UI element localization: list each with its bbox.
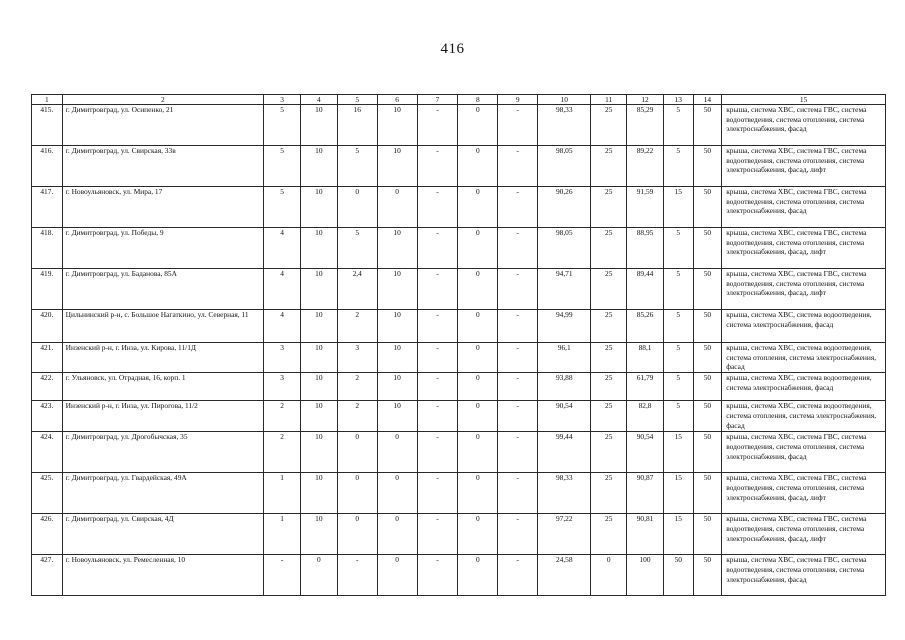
address-cell: г. Димитровград, ул. Победы, 9 [62,228,263,269]
value-cell: 10 [300,343,337,373]
value-cell: 0 [300,555,337,596]
value-cell: 5 [663,343,693,373]
value-cell: 50 [693,514,722,555]
table-row [32,228,886,269]
value-cell: 0 [458,343,498,373]
value-cell: 0 [458,373,498,401]
table-row [32,432,886,473]
value-cell: 5 [663,146,693,187]
value-cell: 3 [264,343,301,373]
value-cell: 10 [300,373,337,401]
value-cell: 24,58 [538,555,591,596]
value-cell: - [498,146,538,187]
value-cell: 0 [591,555,627,596]
value-cell: 10 [377,343,417,373]
value-cell: 97,22 [538,514,591,555]
value-cell: 98,05 [538,228,591,269]
value-cell: 0 [458,310,498,343]
value-cell: 50 [693,555,722,596]
value-cell: 0 [377,473,417,514]
value-cell: 50 [693,432,722,473]
works-cell: крыша, система ХВС, система ГВС, система водоотведения, система отопления, система электроснабжения, фасад, лифт [722,146,886,187]
value-cell: - [417,473,458,514]
value-cell: 88,1 [627,343,664,373]
value-cell: 50 [693,146,722,187]
value-cell: 5 [663,269,693,310]
value-cell: 25 [591,228,627,269]
column-header-5: 5 [337,95,377,105]
value-cell: 10 [300,401,337,432]
value-cell: 50 [693,187,722,228]
row-number: 416. [32,146,63,187]
value-cell: 94,71 [538,269,591,310]
value-cell: 15 [663,473,693,514]
address-cell: г. Димитровград, ул. Баданова, 85А [62,269,263,310]
works-cell: крыша, система ХВС, система ГВС, система водоотведения, система отопления, система электроснабжения, фасад, лифт [722,269,886,310]
value-cell: 25 [591,473,627,514]
value-cell: 93,88 [538,373,591,401]
works-cell: крыша, система ХВС, система ГВС, система водоотведения, система отопления, система электроснабжения, фасад [722,187,886,228]
value-cell: 2 [264,401,301,432]
value-cell: 10 [377,310,417,343]
value-cell: - [498,228,538,269]
value-cell: 10 [377,146,417,187]
value-cell: 4 [264,228,301,269]
works-cell: крыша, система ХВС, система ГВС, система водоотведения, система отопления, система электроснабжения, фасад, лифт [722,228,886,269]
value-cell: 50 [693,228,722,269]
value-cell: 10 [377,401,417,432]
value-cell: - [498,555,538,596]
value-cell: 25 [591,373,627,401]
value-cell: 15 [663,187,693,228]
value-cell: - [417,187,458,228]
address-cell: Инзенский р-н, г. Инза, ул. Кирова, 11/1Д [62,343,263,373]
address-cell: г. Димитровград, ул. Свирская, 4Д [62,514,263,555]
value-cell: 5 [264,187,301,228]
value-cell: 15 [663,514,693,555]
table-row [32,401,886,432]
value-cell: - [498,373,538,401]
value-cell: - [417,373,458,401]
value-cell: 0 [458,473,498,514]
works-cell: крыша, система ХВС, система ГВС, система водоотведения, система отопления, система электроснабжения, фасад [722,432,886,473]
column-header-6: 6 [377,95,417,105]
value-cell: 0 [458,514,498,555]
works-cell: крыша, система ХВС, система ГВС, система водоотведения, система отопления, система электроснабжения, фасад [722,555,886,596]
value-cell: 96,1 [538,343,591,373]
row-number: 423. [32,401,63,432]
value-cell: 25 [591,105,627,146]
value-cell: 4 [264,310,301,343]
value-cell: 99,44 [538,432,591,473]
row-number: 419. [32,269,63,310]
value-cell: - [498,432,538,473]
value-cell: 10 [300,514,337,555]
value-cell: - [417,228,458,269]
value-cell: - [417,269,458,310]
works-cell: крыша, система ХВС, система ГВС, система водоотведения, система отопления, система электроснабжения, фасад, лифт [722,473,886,514]
column-header-8: 8 [458,95,498,105]
value-cell: 50 [663,555,693,596]
value-cell: 10 [300,269,337,310]
table-row [32,473,886,514]
value-cell: 10 [300,473,337,514]
address-cell: г. Димитровград, ул. Осипенко, 21 [62,105,263,146]
value-cell: 98,05 [538,146,591,187]
value-cell: 0 [458,187,498,228]
value-cell: 10 [300,310,337,343]
column-header-4: 4 [300,95,337,105]
value-cell: 50 [693,473,722,514]
row-number: 421. [32,343,63,373]
value-cell: 10 [300,146,337,187]
value-cell: 0 [458,269,498,310]
page-number: 416 [440,41,465,57]
value-cell: 25 [591,269,627,310]
table-row [32,310,886,343]
value-cell: 10 [300,228,337,269]
value-cell: 10 [300,432,337,473]
value-cell: 0 [458,146,498,187]
value-cell: 50 [693,343,722,373]
value-cell: - [498,514,538,555]
value-cell: - [417,432,458,473]
value-cell: 0 [377,514,417,555]
value-cell: - [417,310,458,343]
value-cell: 4 [264,269,301,310]
column-header-15: 15 [722,95,886,105]
value-cell: 15 [663,432,693,473]
address-cell: Цильнинский р-н, с. Большое Нагаткино, ул. Северная, 11 [62,310,263,343]
address-cell: г. Новоульяновск, ул. Мира, 17 [62,187,263,228]
column-header-1: 1 [32,95,63,105]
value-cell: 50 [693,401,722,432]
value-cell: 1 [264,473,301,514]
value-cell: 5 [337,228,377,269]
column-header-9: 9 [498,95,538,105]
value-cell: 10 [377,269,417,310]
table-header-row [32,95,886,105]
value-cell: 3 [337,343,377,373]
value-cell: 0 [458,401,498,432]
value-cell: - [417,105,458,146]
table-row [32,373,886,401]
table-row [32,555,886,596]
row-number: 417. [32,187,63,228]
value-cell: - [264,555,301,596]
table-row [32,343,886,373]
table-row [32,105,886,146]
row-number: 422. [32,373,63,401]
value-cell: 90,54 [538,401,591,432]
value-cell: 50 [693,373,722,401]
address-cell: г. Димитровград, ул. Гвардейская, 49А [62,473,263,514]
value-cell: 2 [337,310,377,343]
value-cell: - [498,105,538,146]
value-cell: 50 [693,310,722,343]
value-cell: - [337,555,377,596]
value-cell: 0 [377,432,417,473]
value-cell: 0 [337,473,377,514]
value-cell: 1 [264,514,301,555]
row-number: 424. [32,432,63,473]
value-cell: 5 [663,105,693,146]
column-header-11: 11 [591,95,627,105]
value-cell: 0 [337,514,377,555]
value-cell: 5 [663,228,693,269]
value-cell: 2,4 [337,269,377,310]
works-cell: крыша, система ХВС, система водоотведения, система электроснабжения, фасад [722,373,886,401]
column-header-13: 13 [663,95,693,105]
value-cell: 0 [458,228,498,269]
address-cell: г. Димитровград, ул. Дрогобычская, 35 [62,432,263,473]
table-row [32,269,886,310]
row-number: 425. [32,473,63,514]
value-cell: - [498,401,538,432]
row-number: 420. [32,310,63,343]
value-cell: 25 [591,146,627,187]
address-cell: г. Ульяновск, ул. Отрадная, 16, корп. 1 [62,373,263,401]
address-cell: г. Димитровград, ул. Свирская, 33в [62,146,263,187]
table-row [32,514,886,555]
row-number: 426. [32,514,63,555]
works-cell: крыша, система ХВС, система водоотведения, система отопления, система электроснабжения, фасад [722,343,886,373]
value-cell: 10 [377,228,417,269]
value-cell: 2 [337,373,377,401]
value-cell: 0 [458,105,498,146]
row-number: 415. [32,105,63,146]
value-cell: 94,99 [538,310,591,343]
value-cell: 5 [663,373,693,401]
value-cell: 91,59 [627,187,664,228]
value-cell: - [498,269,538,310]
value-cell: 50 [693,105,722,146]
value-cell: 89,44 [627,269,664,310]
table-row [32,187,886,228]
value-cell: 16 [337,105,377,146]
value-cell: 85,29 [627,105,664,146]
value-cell: 0 [458,432,498,473]
value-cell: 0 [337,432,377,473]
value-cell: 61,79 [627,373,664,401]
value-cell: 0 [337,187,377,228]
value-cell: 98,33 [538,473,591,514]
value-cell: 0 [377,187,417,228]
value-cell: 90,26 [538,187,591,228]
works-cell: крыша, система ХВС, система ГВС, система водоотведения, система отопления, система электроснабжения, фасад, лифт [722,514,886,555]
value-cell: 89,22 [627,146,664,187]
value-cell: 2 [337,401,377,432]
value-cell: 10 [377,105,417,146]
value-cell: - [417,146,458,187]
value-cell: 5 [663,310,693,343]
value-cell: 25 [591,310,627,343]
row-number: 427. [32,555,63,596]
address-cell: г. Новоульяновск, ул. Ремесленная, 10 [62,555,263,596]
column-header-7: 7 [417,95,458,105]
value-cell: - [498,310,538,343]
value-cell: - [498,187,538,228]
value-cell: 5 [663,401,693,432]
row-number: 418. [32,228,63,269]
value-cell: 50 [693,269,722,310]
value-cell: 85,26 [627,310,664,343]
value-cell: - [417,343,458,373]
value-cell: 2 [264,432,301,473]
value-cell: 10 [377,373,417,401]
column-header-2: 2 [62,95,263,105]
value-cell: 5 [337,146,377,187]
housing-table [31,94,886,596]
value-cell: 5 [264,146,301,187]
value-cell: 82,8 [627,401,664,432]
value-cell: 25 [591,343,627,373]
works-cell: крыша, система ХВС, система водоотведения, система электроснабжения, фасад [722,310,886,343]
table-row [32,146,886,187]
value-cell: - [498,473,538,514]
column-header-12: 12 [627,95,664,105]
value-cell: 25 [591,432,627,473]
column-header-10: 10 [538,95,591,105]
column-header-3: 3 [264,95,301,105]
table-body [32,95,886,596]
value-cell: 0 [377,555,417,596]
value-cell: 25 [591,187,627,228]
value-cell: 5 [264,105,301,146]
value-cell: 90,54 [627,432,664,473]
value-cell: 0 [458,555,498,596]
works-cell: крыша, система ХВС, система ГВС, система водоотведения, система отопления, система электроснабжения, фасад [722,105,886,146]
column-header-14: 14 [693,95,722,105]
value-cell: 10 [300,105,337,146]
address-cell: Инзенский р-н, г. Инза, ул. Пирогова, 11/2 [62,401,263,432]
value-cell: - [417,555,458,596]
value-cell: - [417,514,458,555]
value-cell: 25 [591,514,627,555]
value-cell: 90,87 [627,473,664,514]
value-cell: 98,33 [538,105,591,146]
value-cell: 88,95 [627,228,664,269]
value-cell: - [417,401,458,432]
value-cell: 90,81 [627,514,664,555]
value-cell: 10 [300,187,337,228]
value-cell: - [498,343,538,373]
value-cell: 3 [264,373,301,401]
works-cell: крыша, система ХВС, система водоотведения, система отопления, система электроснабжения, фасад [722,401,886,432]
value-cell: 100 [627,555,664,596]
value-cell: 25 [591,401,627,432]
